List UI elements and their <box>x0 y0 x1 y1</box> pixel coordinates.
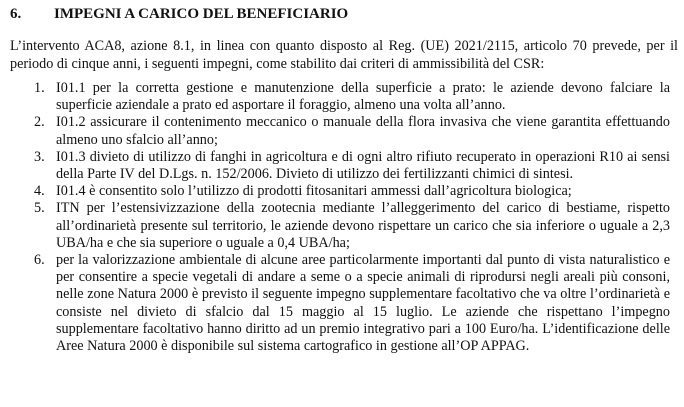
list-item <box>0 200 684 252</box>
list-item <box>0 183 684 200</box>
section-number: 6. <box>10 6 22 22</box>
list-item-number: 1. <box>34 80 45 96</box>
intro-paragraph: L’intervento ACA8, azione 8.1, in linea con quanto disposto al Reg. (UE) 2021/2115, articolo 70 prevede, per il periodo di cinque anni, i seguenti impegni, come stabilito dai criteri di ammissibilità del CSR: <box>10 38 678 72</box>
list-item-text: I01.4 è consentito solo l’utilizzo di prodotti fitosanitari ammessi dall’agricoltura biologica; <box>56 183 572 200</box>
list-item-text: I01.3 divieto di utilizzo di fanghi in agricoltura e di ogni altro rifiuto recuperato in operazioni R10 ai sensi della Parte IV del D.Lgs. n. 152/2006. Divieto di utilizzo dei fertilizzanti chimici di sintesi. <box>56 148 670 183</box>
list-item-number: 3. <box>34 148 45 165</box>
list-item-number: 4. <box>34 183 45 200</box>
list-item-text: I01.2 assicurare il contenimento meccanico o manuale della flora invasiva che viene garantita effettuando almeno uno sfalcio all’anno; <box>56 114 670 148</box>
list-item-number: 2. <box>34 114 45 131</box>
list-item-text: I01.1 per la corretta gestione e manutenzione della superficie a prato: le aziende devono falciare la superficie aziendale a prato ed asportare il foraggio, almeno una volta all’anno. <box>56 80 670 114</box>
list-item <box>0 252 684 355</box>
list-item <box>0 149 684 183</box>
list-item-number: 6. <box>34 252 45 269</box>
list-item-text: per la valorizzazione ambientale di alcune aree particolarmente importanti dal punto di vista naturalistico e per consentire a specie vegetali di andare a seme o a specie animali di riprodursi negli areali più consoni, nelle zone Natura 2000 è previsto il seguente impegno supplementare facoltativo che va oltre l’ordinarietà e consiste nel divieto di sfalcio dal 15 maggio al 15 luglio. Le aziende che rispettano l’impegno supplementare facoltativo hanno diritto ad un premio integrativo pari a 100 Euro/ha. L’identificazione delle Aree Natura 2000 è disponibile sul sistema cartografico in gestione all’OP APPAG. <box>56 252 670 355</box>
list-item <box>0 114 684 148</box>
section-title: IMPEGNI A CARICO DEL BENEFICIARIO <box>54 6 349 22</box>
commitments-list <box>0 80 684 355</box>
list-item <box>0 80 684 114</box>
section-heading <box>10 6 348 28</box>
list-item-text: ITN per l’estensivizzazione della zootecnia mediante l’alleggerimento del carico di bestiame, rispetto all’ordinarietà presente sul territorio, le aziende devono rispettare un carico che sia inferiore o uguale a 2,3 UBA/ha e che sia superiore o uguale a 0,4 UBA/ha; <box>56 200 670 251</box>
list-item-number: 5. <box>34 200 45 217</box>
